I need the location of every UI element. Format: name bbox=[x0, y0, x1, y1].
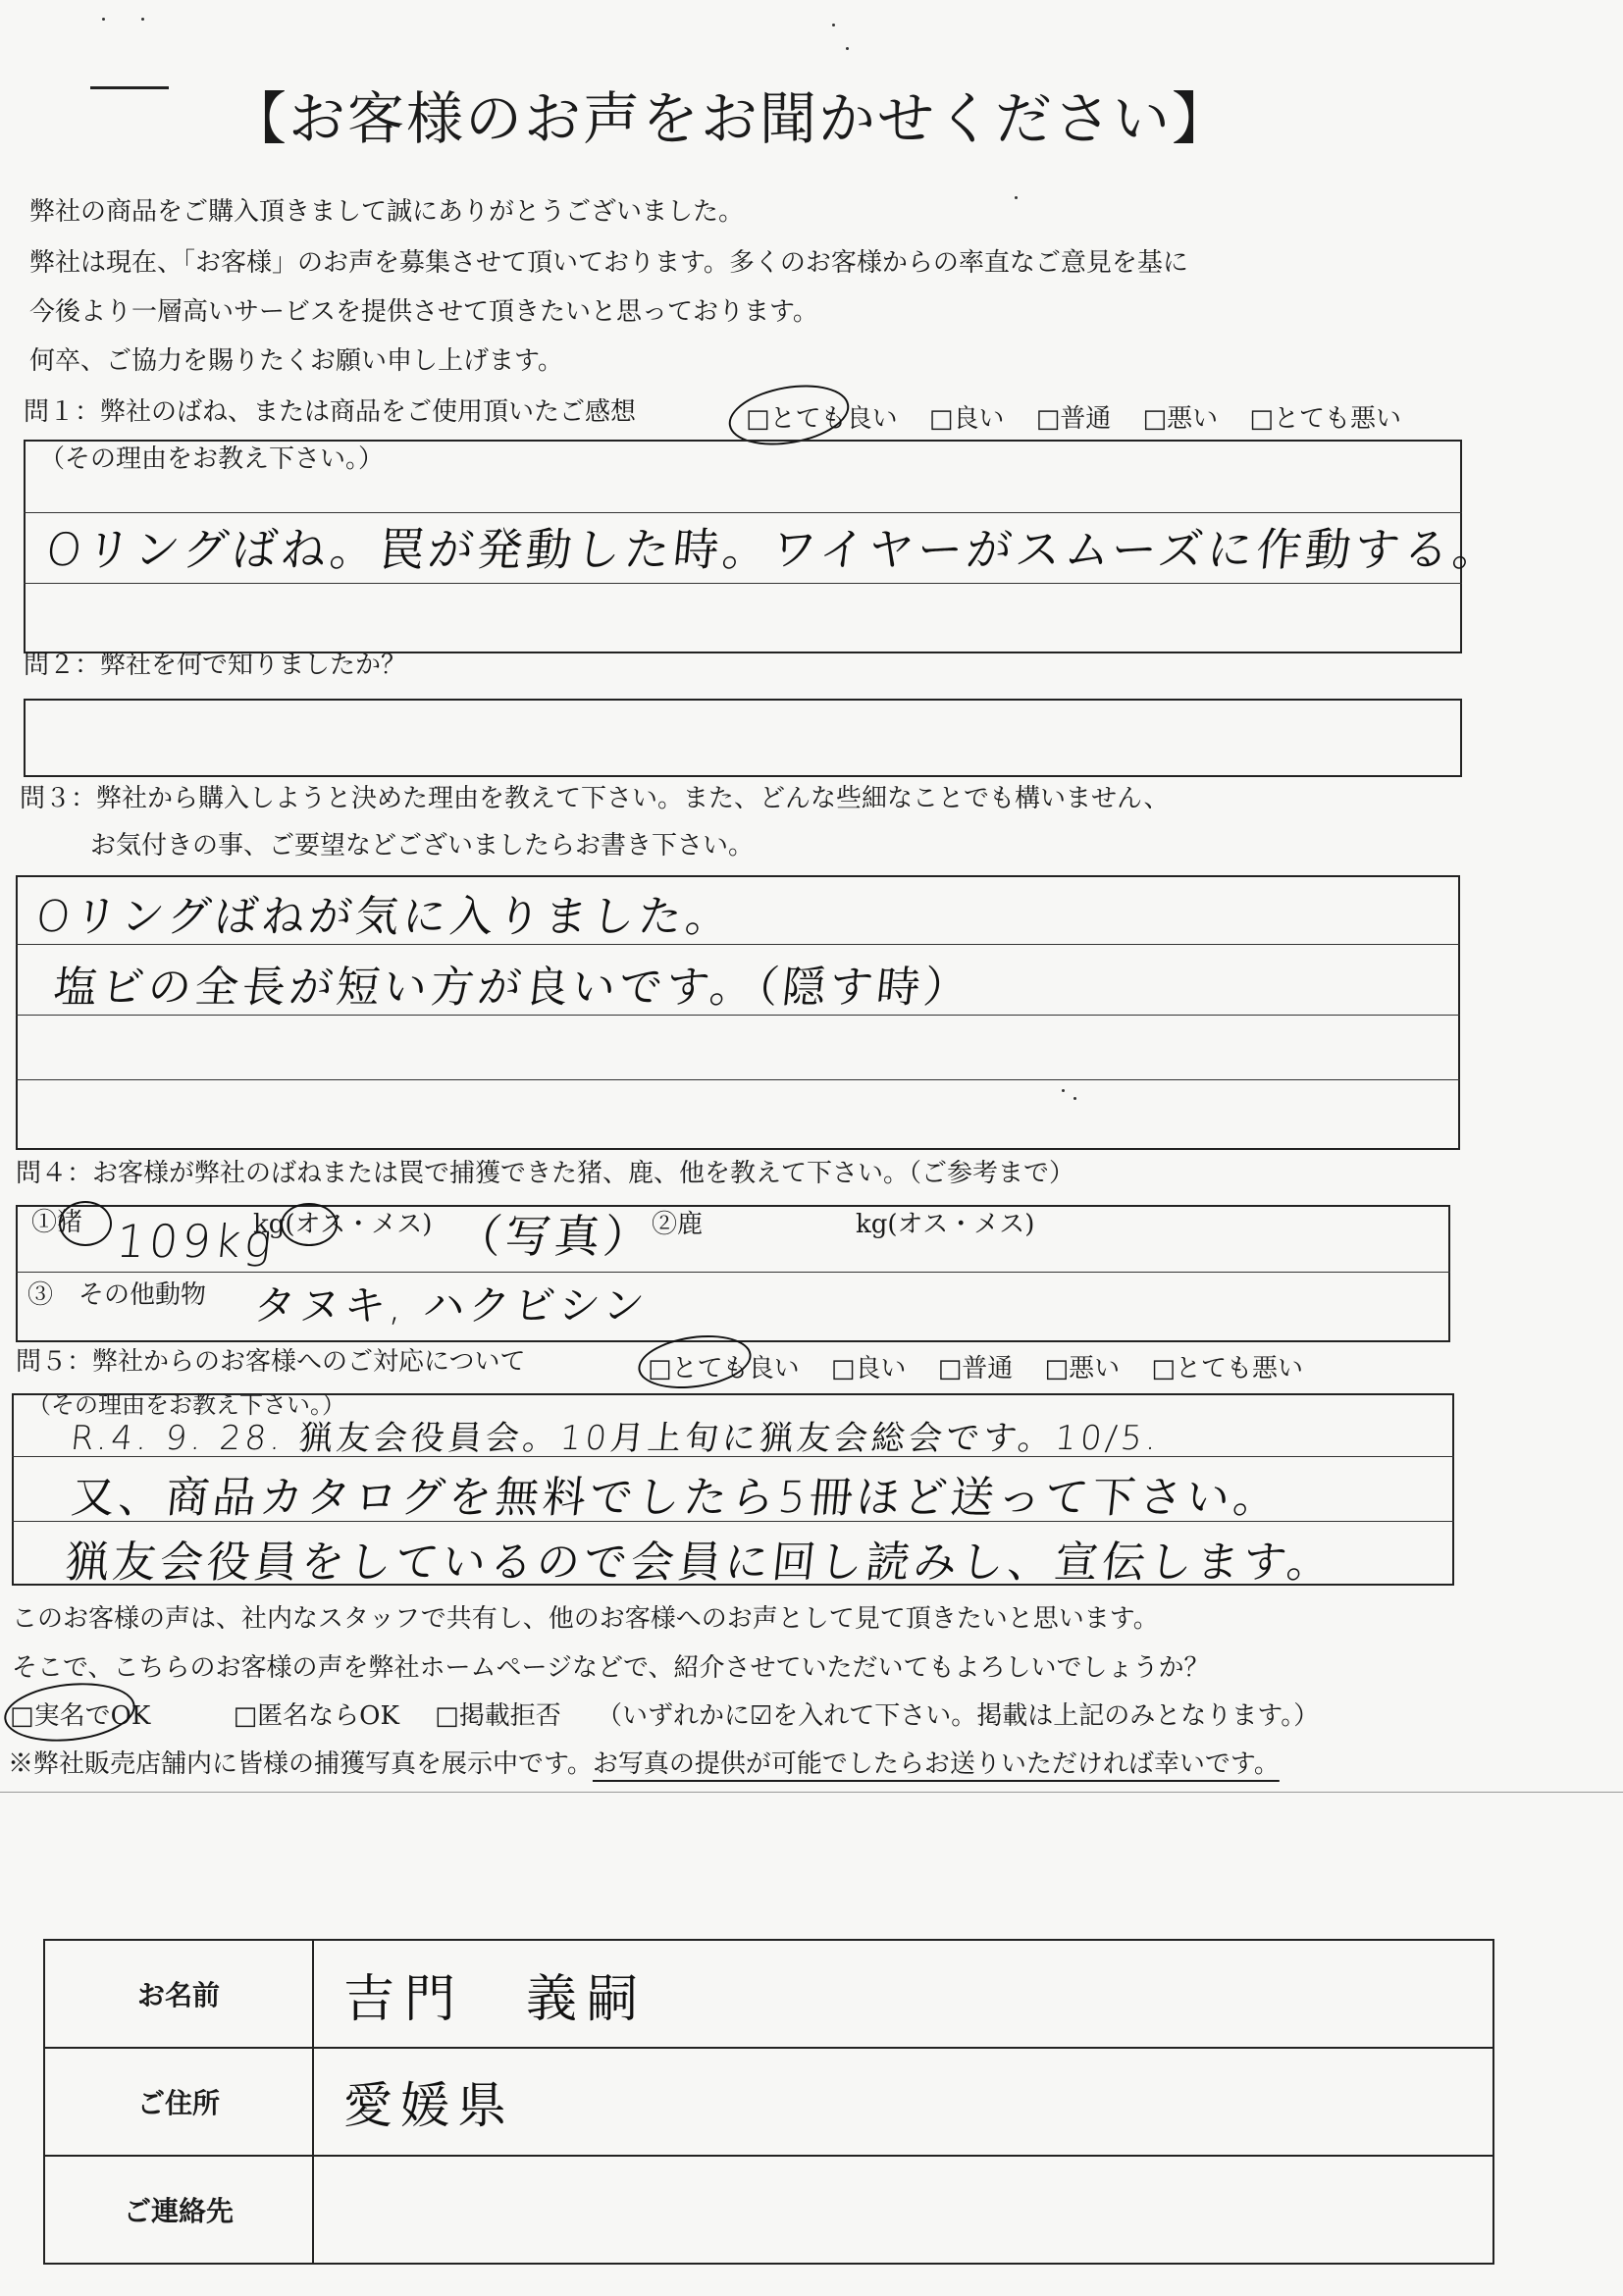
contact-row-phone bbox=[44, 2156, 1493, 2264]
intro-line-3: 今後より一層高いサービスを提供させて頂きたいと思っております。 bbox=[29, 297, 818, 327]
q4-boar-circle bbox=[59, 1201, 112, 1246]
address-label: ご住所 bbox=[44, 2048, 313, 2156]
q5-answer-3: 猟友会役員をしているので会員に回し読みし、宣伝します。 bbox=[63, 1538, 1337, 1588]
q4-boar-label: ①猪 bbox=[31, 1208, 83, 1237]
scan-speck bbox=[832, 24, 835, 26]
q3-label: 問３：弊社から購入しようと決めた理由を教えて下さい。また、どんな些細なことでも構いません、 bbox=[20, 784, 1170, 813]
scan-speck bbox=[846, 47, 849, 50]
address-value-cell[interactable] bbox=[313, 2048, 1493, 2156]
q4-deer-unit: kg(オス・メス) bbox=[856, 1210, 1035, 1239]
address-value: 愛媛県 bbox=[343, 2077, 514, 2134]
title-dash bbox=[90, 86, 169, 89]
q1-label: 問１：弊社のばね、または商品をご使用頂いたご感想 bbox=[24, 397, 637, 427]
q3-rule bbox=[16, 1079, 1460, 1080]
contact-table bbox=[43, 1939, 1494, 2265]
q1-answer: Oリングばね。罠が発動した時。ワイヤーがスムーズに作動する。 bbox=[43, 523, 1505, 576]
q4-rule bbox=[16, 1272, 1450, 1273]
consent-line-1: このお客様の声は、社内なスタッフで共有し、他のお客様へのお声として見て頂きたいと思います。 bbox=[12, 1604, 1159, 1634]
q3-answer-2: 塩ビの全長が短い方が良いです。（隠す時） bbox=[51, 963, 974, 1013]
q1-option[interactable]: □悪い bbox=[1142, 404, 1219, 434]
q5-answer-1: R.4. 9. 28. 猟友会役員会。10月上旬に猟友会総会です。10/5. bbox=[69, 1419, 1163, 1458]
q4-boar-note: （写真） bbox=[453, 1210, 655, 1263]
consent-option-real-name[interactable]: □実名でOK bbox=[10, 1701, 151, 1731]
q4-boar-unit: kg(オス・メス) bbox=[253, 1210, 433, 1239]
q4-label: 問４：お客様が弊社のばねまたは罠で捕獲できた猪、鹿、他を教えて下さい。（ご参考まで） bbox=[16, 1159, 1075, 1188]
q3-label-2: お気付きの事、ご要望などございましたらお書き下さい。 bbox=[90, 831, 755, 861]
footnote-b: お写真の提供が可能でしたらお送りいただければ幸いです。 bbox=[592, 1749, 1280, 1779]
name-value-cell[interactable] bbox=[313, 1940, 1493, 2048]
consent-option-anonymous[interactable]: □匿名ならOK bbox=[233, 1701, 399, 1731]
name-label: お名前 bbox=[44, 1940, 313, 2048]
q4-deer-label: ②鹿 bbox=[652, 1210, 704, 1239]
q3-rule bbox=[16, 944, 1460, 945]
q1-option[interactable]: □とても良い bbox=[746, 404, 898, 434]
consent-option-decline[interactable]: □掲載拒否 bbox=[435, 1701, 561, 1731]
q1-reason-label: （その理由をお教え下さい。） bbox=[39, 444, 385, 474]
q4-other-value: タヌキ, ハクビシン bbox=[251, 1281, 652, 1330]
q1-rule bbox=[24, 512, 1462, 513]
consent-note: （いずれかに☑を入れて下さい。掲載は上記のみとなります。） bbox=[597, 1701, 1320, 1731]
q5-option[interactable]: □とても良い bbox=[648, 1354, 800, 1383]
q3-rule bbox=[16, 1015, 1460, 1016]
q5-label: 問５：弊社からのお客様へのご対応について bbox=[16, 1347, 526, 1377]
q5-option[interactable]: □普通 bbox=[937, 1354, 1014, 1383]
q2-answer-box bbox=[24, 699, 1462, 777]
contact-row-name bbox=[44, 1940, 1493, 2048]
q1-option[interactable]: □普通 bbox=[1035, 404, 1112, 434]
q1-option[interactable]: □とても悪い bbox=[1249, 404, 1401, 434]
intro-line-2: 弊社は現在、「お客様」のお声を募集させて頂いております。多くのお客様からの率直なご意見を基に bbox=[29, 248, 1188, 278]
q2-label: 問２：弊社を何で知りましたか？ bbox=[24, 651, 407, 680]
consent-options bbox=[10, 1696, 1342, 1732]
consent-line-2: そこで、こちらのお客様の声を弊社ホームページなどで、紹介させていただいてもよろしいでしょうか？ bbox=[12, 1653, 1210, 1683]
scan-speck bbox=[1015, 196, 1018, 199]
q3-answer-1: Oリングばねが気に入りました。 bbox=[33, 892, 736, 942]
footnote bbox=[8, 1745, 1280, 1784]
intro-line-4: 何卒、ご協力を賜りたくお願い申し上げます。 bbox=[29, 346, 563, 376]
scan-speck bbox=[141, 18, 144, 21]
q4-boar-value: 109kg bbox=[114, 1215, 279, 1268]
q1-option[interactable]: □良い bbox=[928, 404, 1005, 434]
q5-answer-2: 又、商品カタログを無料でしたら5冊ほど送って下さい。 bbox=[69, 1473, 1283, 1523]
phone-value-cell[interactable] bbox=[313, 2156, 1493, 2264]
q4-sex-circle bbox=[281, 1203, 338, 1246]
q5-option[interactable]: □良い bbox=[830, 1354, 907, 1383]
contact-row-address bbox=[44, 2048, 1493, 2156]
page-title: 【お客様のお声をお聞かせください】 bbox=[230, 85, 1231, 152]
q5-reason-label: （その理由をお教え下さい。） bbox=[27, 1391, 345, 1419]
phone-label: ご連絡先 bbox=[44, 2156, 313, 2264]
scan-speck bbox=[102, 18, 105, 21]
q5-option[interactable]: □とても悪い bbox=[1151, 1354, 1303, 1383]
intro-line-1: 弊社の商品をご購入頂きまして誠にありがとうございました。 bbox=[29, 197, 745, 227]
q4-other-label: ③ その他動物 bbox=[27, 1280, 207, 1310]
q1-rule bbox=[24, 583, 1462, 584]
footnote-a: ※弊社販売店舗内に皆様の捕獲写真を展示中です。 bbox=[8, 1749, 593, 1779]
name-value: 吉門 義嗣 bbox=[343, 1969, 649, 2029]
scan-fold-line bbox=[0, 1792, 1623, 1793]
q5-option[interactable]: □悪い bbox=[1044, 1354, 1121, 1383]
